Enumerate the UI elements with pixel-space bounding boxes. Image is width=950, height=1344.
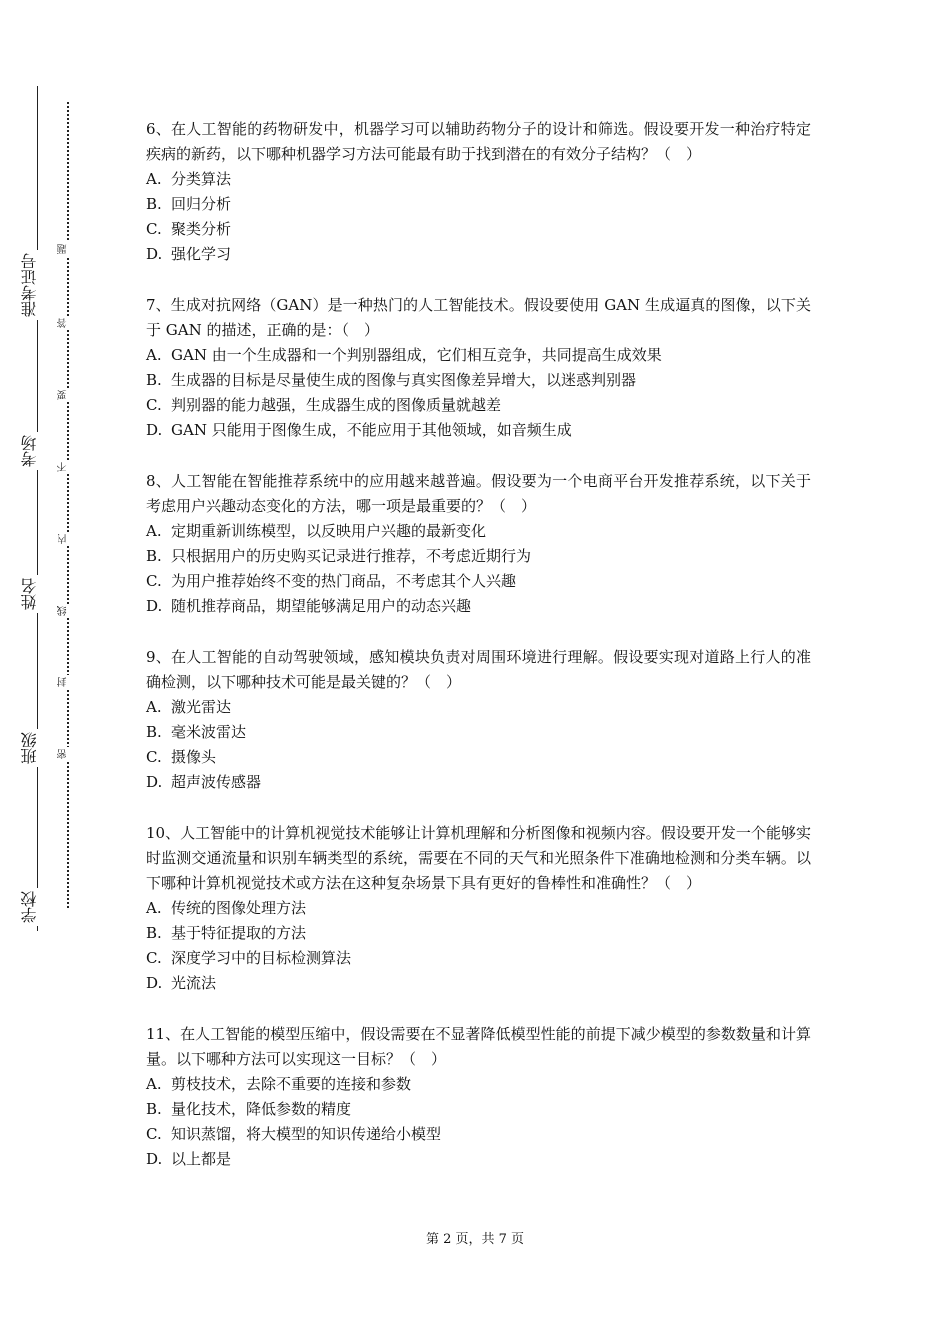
- option-text: 分类算法: [171, 170, 232, 188]
- option-a[interactable]: [146, 695, 811, 720]
- option-d[interactable]: [146, 971, 811, 996]
- option-d[interactable]: [146, 770, 811, 795]
- question-11: [146, 1022, 811, 1172]
- question-7: [146, 293, 811, 443]
- seal-char: 题: [59, 242, 77, 256]
- option-c[interactable]: [146, 946, 811, 971]
- option-letter: B.: [146, 195, 162, 213]
- option-text: GAN 由一个生成器和一个判别器组成，它们相互竞争，共同提高生成效果: [171, 346, 662, 364]
- question-stem: 7、生成对抗网络（GAN）是一种热门的人工智能技术。假设要使用 GAN 生成逼真的图像，以下关于 GAN 的描述，正确的是：（ ）: [146, 296, 811, 339]
- option-a[interactable]: [146, 343, 811, 368]
- option-b[interactable]: [146, 921, 811, 946]
- option-text: 随机推荐商品，期望能够满足用户的动态兴趣: [171, 597, 472, 615]
- option-letter: A.: [146, 899, 162, 917]
- option-a[interactable]: [146, 1072, 811, 1097]
- option-text: GAN 只能用于图像生成，不能应用于其他领域，如音频生成: [171, 421, 572, 439]
- option-text: 只根据用户的历史购买记录进行推荐，不考虑近期行为: [171, 547, 532, 565]
- question-stem: 11、在人工智能的模型压缩中，假设需要在不显著降低模型性能的前提下减少模型的参数数量和计算量。以下哪种方法可以实现这一目标？（ ）: [146, 1025, 811, 1068]
- seal-char: 封: [59, 675, 77, 689]
- option-c[interactable]: [146, 569, 811, 594]
- option-c[interactable]: [146, 1122, 811, 1147]
- option-text: 毫米波雷达: [171, 723, 247, 741]
- question-stem: 6、在人工智能的药物研发中，机器学习可以辅助药物分子的设计和筛选。假设要开发一种治疗特定疾病的新药，以下哪种机器学习方法可能最有助于找到潜在的有效分子结构？（ ）: [146, 120, 811, 163]
- option-letter: A.: [146, 1075, 162, 1093]
- option-text: 激光雷达: [171, 698, 232, 716]
- option-letter: A.: [146, 170, 162, 188]
- option-letter: D.: [146, 974, 163, 992]
- option-letter: B.: [146, 547, 162, 565]
- seal-char: 不: [59, 460, 77, 474]
- option-text: 为用户推荐始终不变的热门商品，不考虑其个人兴趣: [171, 572, 517, 590]
- option-d[interactable]: [146, 418, 811, 443]
- question-10: [146, 821, 811, 996]
- option-text: 光流法: [171, 974, 217, 992]
- option-letter: B.: [146, 723, 162, 741]
- option-letter: D.: [146, 1150, 163, 1168]
- option-text: 量化技术，降低参数的精度: [171, 1100, 352, 1118]
- option-d[interactable]: [146, 1147, 811, 1172]
- option-a[interactable]: [146, 896, 811, 921]
- option-b[interactable]: [146, 368, 811, 393]
- option-text: 生成器的目标是尽量使生成的图像与真实图像差异增大，以迷惑判别器: [171, 371, 637, 389]
- seal-char: 答: [59, 316, 77, 330]
- option-a[interactable]: [146, 519, 811, 544]
- seal-char: 线: [59, 604, 77, 618]
- option-a[interactable]: [146, 167, 811, 192]
- field-label-exam-room: 考场: [22, 432, 52, 470]
- option-text: 以上都是: [171, 1150, 232, 1168]
- option-letter: D.: [146, 245, 163, 263]
- option-text: 剪枝技术，去除不重要的连接和参数: [171, 1075, 412, 1093]
- field-label-name: 姓名: [22, 575, 52, 613]
- option-c[interactable]: [146, 217, 811, 242]
- option-text: 基于特征提取的方法: [171, 924, 307, 942]
- question-stem: 10、人工智能中的计算机视觉技术能够让计算机理解和分析图像和视频内容。假设要开发一个能够实时监测交通流量和识别车辆类型的系统，需要在不同的天气和光照条件下准确地检测和分类车辆。以下哪种计算机视觉技术或方法在这种复杂场景下具有更好的鲁棒性和准确性？（ ）: [146, 824, 811, 892]
- question-stem: 8、人工智能在智能推荐系统中的应用越来越普遍。假设要为一个电商平台开发推荐系统，以下关于考虑用户兴趣动态变化的方法，哪一项是最重要的？（ ）: [146, 472, 811, 515]
- binding-line-solid: [37, 86, 38, 931]
- option-letter: C.: [146, 748, 162, 766]
- option-letter: B.: [146, 924, 162, 942]
- option-letter: D.: [146, 421, 163, 439]
- binding-line-dotted: [67, 102, 69, 908]
- seal-char: 内: [59, 532, 77, 546]
- option-text: 摄像头: [171, 748, 217, 766]
- option-letter: D.: [146, 597, 163, 615]
- option-text: 深度学习中的目标检测算法: [171, 949, 352, 967]
- question-stem: 9、在人工智能的自动驾驶领域，感知模块负责对周围环境进行理解。假设要实现对道路上行人的准确检测，以下哪种技术可能是最关键的？（ ）: [146, 648, 811, 691]
- question-list: [146, 117, 811, 1198]
- option-d[interactable]: [146, 242, 811, 267]
- option-b[interactable]: [146, 544, 811, 569]
- option-text: 强化学习: [171, 245, 232, 263]
- option-letter: A.: [146, 522, 162, 540]
- option-text: 传统的图像处理方法: [171, 899, 307, 917]
- option-text: 回归分析: [171, 195, 232, 213]
- field-label-exam-number: 准考证号: [22, 250, 52, 320]
- option-text: 判别器的能力越强，生成器生成的图像质量就越差: [171, 396, 502, 414]
- page-number: 第 2 页，共 7 页: [425, 1232, 525, 1247]
- option-letter: C.: [146, 1125, 162, 1143]
- field-label-class: 班级: [22, 729, 52, 767]
- option-text: 聚类分析: [171, 220, 232, 238]
- question-6: [146, 117, 811, 267]
- option-b[interactable]: [146, 192, 811, 217]
- option-letter: B.: [146, 1100, 162, 1118]
- seal-char: 要: [59, 388, 77, 402]
- option-text: 知识蒸馏，将大模型的知识传递给小模型: [171, 1125, 442, 1143]
- option-c[interactable]: [146, 745, 811, 770]
- question-9: [146, 645, 811, 795]
- option-letter: C.: [146, 396, 162, 414]
- option-letter: C.: [146, 949, 162, 967]
- seal-char: 密: [59, 747, 77, 761]
- option-text: 超声波传感器: [171, 773, 262, 791]
- option-letter: C.: [146, 220, 162, 238]
- option-letter: C.: [146, 572, 162, 590]
- question-8: [146, 469, 811, 619]
- option-text: 定期重新训练模型，以反映用户兴趣的最新变化: [171, 522, 487, 540]
- option-c[interactable]: [146, 393, 811, 418]
- option-letter: D.: [146, 773, 163, 791]
- option-b[interactable]: [146, 1097, 811, 1122]
- option-b[interactable]: [146, 720, 811, 745]
- option-d[interactable]: [146, 594, 811, 619]
- option-letter: A.: [146, 346, 162, 364]
- option-letter: A.: [146, 698, 162, 716]
- option-letter: B.: [146, 371, 162, 389]
- field-label-school: 学校: [22, 888, 52, 926]
